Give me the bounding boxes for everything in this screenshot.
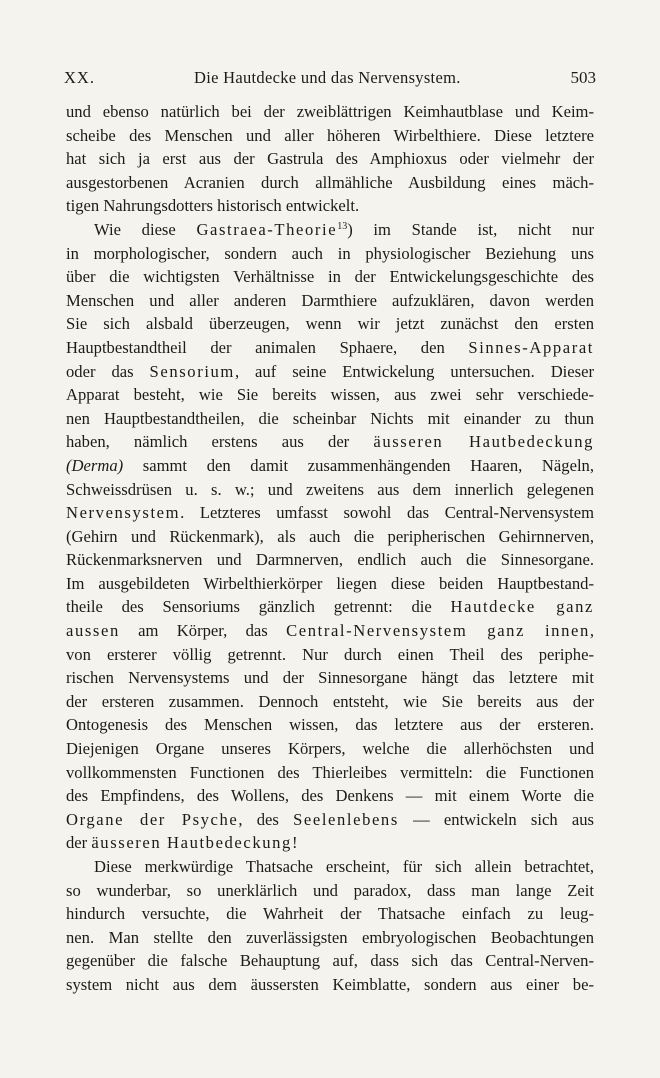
- text-line: [66, 194, 594, 218]
- body-text: [66, 100, 594, 997]
- text-line: [66, 713, 594, 737]
- emphasized-text: Sensorium: [149, 361, 235, 381]
- text-run: scheibe des Menschen und aller höheren Wirbelthiere. Diese letztere: [66, 125, 594, 145]
- text-run: von ersterer völlig getrennt. Nur durch einen Theil des periphe-: [66, 644, 594, 664]
- text-run: gegenüber die falsche Behauptung auf, dass sich das Central-Nerven-: [66, 951, 594, 971]
- text-run: nen. Man stellte den zuverlässigsten embryologischen Beobachtungen: [66, 927, 594, 947]
- emphasized-text: äusseren Hautbedeckung: [373, 432, 594, 452]
- text-line: [66, 501, 594, 525]
- text-run: am Körper, das: [119, 621, 287, 641]
- text-run: Ontogenesis des Menschen wissen, das letztere aus der ersteren.: [66, 715, 594, 735]
- text-run: Wie diese: [94, 219, 197, 239]
- text-run: . Letzteres umfasst sowohl das Central-Nervensystem: [180, 503, 594, 523]
- text-run: über die wichtigsten Verhältnisse in der Entwickelungsgeschichte des: [66, 267, 594, 287]
- text-line: [66, 926, 594, 950]
- text-line: [66, 548, 594, 572]
- text-run: haben, nämlich erstens aus der: [66, 432, 374, 452]
- text-line: [66, 478, 594, 502]
- text-run: der: [66, 833, 92, 853]
- text-run: in morphologischer, sondern auch in physiologischer Beziehung uns: [66, 243, 594, 263]
- emphasized-text: Sinnes-Apparat: [468, 337, 594, 357]
- text-run: oder das: [66, 361, 150, 381]
- text-line: [66, 218, 594, 242]
- text-line: [66, 525, 594, 549]
- page-number: 503: [570, 68, 596, 87]
- text-run: und ebenso natürlich bei der zweiblättrigen Keimhautblase und Keim-: [66, 102, 594, 121]
- text-run: system nicht aus dem äussersten Keimblatte, sondern aus einer be-: [66, 974, 594, 994]
- running-title: Die Hautdecke und das Nervensystem.: [194, 68, 461, 87]
- text-run: — entwickeln sich aus: [398, 809, 594, 829]
- text-line: [66, 855, 594, 879]
- text-run: ) im Stande ist, nicht nur: [347, 219, 594, 239]
- text-line: [66, 831, 594, 855]
- emphasized-text: Hautdecke ganz: [450, 597, 594, 617]
- emphasized-text: Nervensystem: [66, 503, 181, 523]
- text-line: [66, 737, 594, 761]
- text-line: [66, 242, 594, 266]
- text-run: Menschen und aller anderen Darmthiere aufzuklären, davon werden: [66, 290, 594, 310]
- text-line: [66, 336, 594, 360]
- text-run: ,: [589, 621, 594, 641]
- text-run: theile des Sensoriums gänzlich getrennt: die: [66, 597, 451, 617]
- text-run: , des: [238, 809, 294, 829]
- text-run: so wunderbar, so unerklärlich und paradox, dass man lange Zeit: [66, 880, 594, 900]
- text-run: nen Hauptbestandtheilen, die scheinbar Nichts mit einander zu thun: [66, 408, 594, 428]
- text-line: [66, 100, 594, 124]
- text-run: , auf seine Entwickelung untersuchen. Dieser: [234, 361, 595, 381]
- text-run: tigen Nahrungsdotters historisch entwickelt.: [66, 196, 360, 216]
- text-line: [66, 147, 594, 171]
- page-header: [64, 68, 596, 94]
- emphasized-text: Seelenlebens: [293, 809, 399, 829]
- footnote-reference: 13: [337, 220, 348, 232]
- text-line: [66, 973, 594, 997]
- text-run: vollkommensten Functionen des Thierleibes vermitteln: die Functionen: [66, 762, 594, 782]
- text-line: [66, 902, 594, 926]
- text-line: [66, 289, 594, 313]
- text-line: [66, 124, 594, 148]
- emphasized-text: aussen: [66, 621, 120, 641]
- text-line: [66, 690, 594, 714]
- italic-text: (Derma): [66, 455, 124, 475]
- text-line: [66, 265, 594, 289]
- text-run: !: [291, 833, 298, 853]
- text-line: [66, 454, 594, 478]
- emphasized-text: Central-Nervensystem ganz innen: [286, 621, 590, 641]
- text-run: (Gehirn und Rückenmark), als auch die peripherischen Gehirnnerven,: [66, 526, 594, 546]
- text-run: rischen Nervensystems und der Sinnesorgane hängt das letztere mit: [66, 668, 594, 688]
- emphasized-text: Gastraea-Theorie: [196, 219, 338, 239]
- text-run: Diese merkwürdige Thatsache erscheint, für sich allein betrachtet,: [94, 857, 594, 876]
- text-run: hindurch versuchte, die Wahrheit der Thatsache einfach zu leug-: [66, 904, 594, 924]
- text-line: [66, 784, 594, 808]
- text-line: [66, 312, 594, 336]
- text-line: [66, 383, 594, 407]
- text-run: ausgestorbenen Acranien durch allmähliche Ausbildung eines mäch-: [66, 172, 594, 192]
- text-run: Diejenigen Organe unseres Körpers, welche die allerhöchsten und: [66, 739, 594, 759]
- text-run: sammt den damit zusammenhängenden Haaren, Nägeln,: [123, 455, 594, 475]
- text-run: der ersteren zusammen. Dennoch entsteht, wie Sie bereits aus der: [66, 691, 594, 711]
- text-line: [66, 643, 594, 667]
- text-run: Apparat besteht, wie Sie bereits wissen, aus zwei sehr verschiede-: [66, 385, 594, 405]
- text-line: [66, 949, 594, 973]
- text-line: [66, 619, 594, 643]
- text-line: [66, 407, 594, 431]
- text-run: Im ausgebildeten Wirbelthierkörper liegen diese beiden Hauptbestand-: [66, 573, 594, 593]
- text-line: [66, 430, 594, 454]
- text-run: Schweissdrüsen u. s. w.; und zweitens aus dem innerlich gelegenen: [66, 479, 594, 499]
- text-line: [66, 360, 594, 384]
- text-run: Rückenmarksnerven und Darmnerven, endlich auch die Sinnesorgane.: [66, 550, 594, 570]
- emphasized-text: äusseren Hautbedeckung: [91, 833, 292, 853]
- text-run: Sie sich alsbald überzeugen, wenn wir jetzt zunächst den ersten: [66, 314, 594, 334]
- text-run: des Empfindens, des Wollens, des Denkens — mit einem Worte die: [66, 786, 594, 806]
- text-line: [66, 879, 594, 903]
- text-line: [66, 595, 594, 619]
- text-line: [66, 171, 594, 195]
- chapter-number: XX.: [64, 68, 95, 87]
- text-run: hat sich ja erst aus der Gastrula des Amphioxus oder vielmehr der: [66, 149, 594, 169]
- text-line: [66, 572, 594, 596]
- text-line: [66, 808, 594, 832]
- text-line: [66, 666, 594, 690]
- text-line: [66, 761, 594, 785]
- text-run: Hauptbestandtheil der animalen Sphaere, den: [66, 337, 469, 357]
- emphasized-text: Organe der Psyche: [66, 809, 239, 829]
